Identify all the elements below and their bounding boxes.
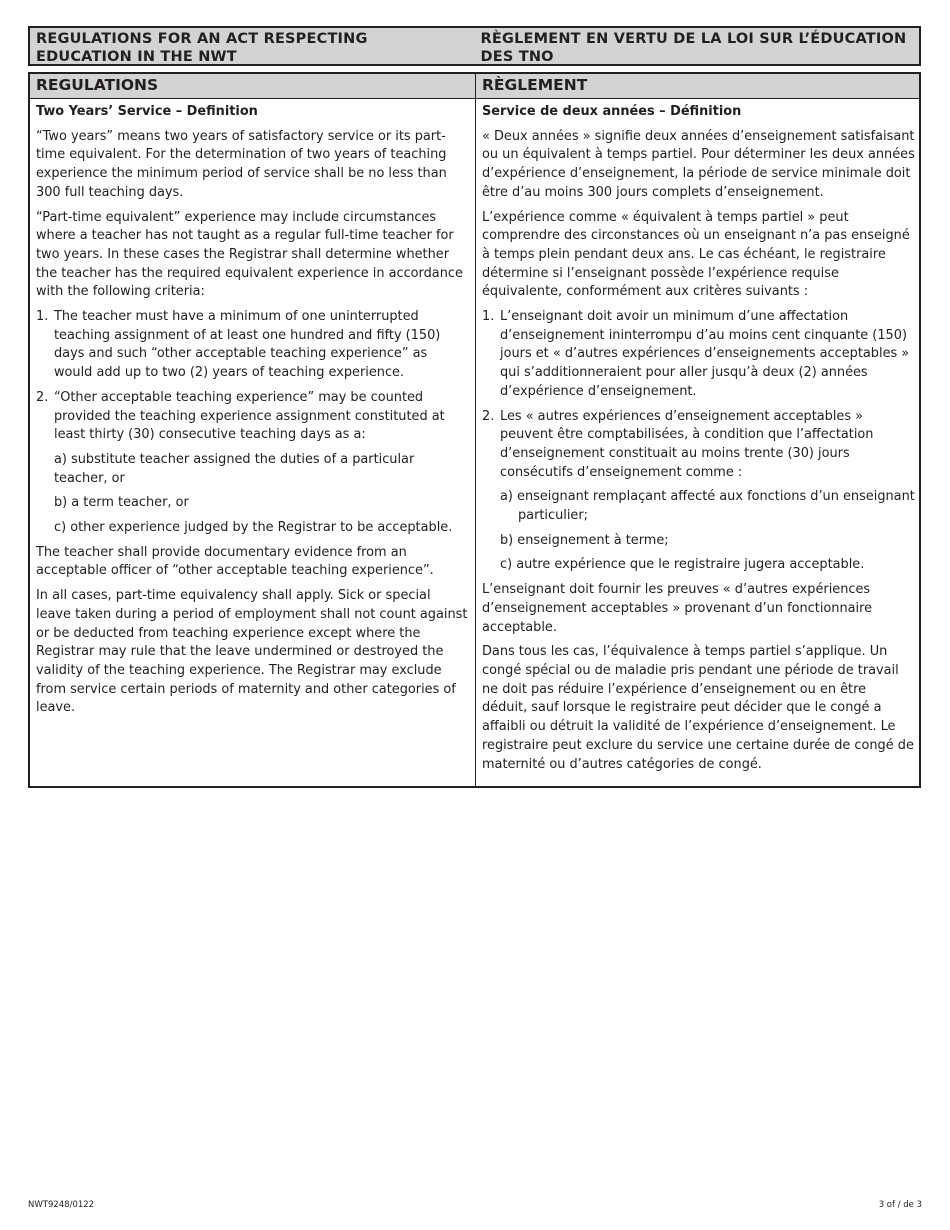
list-number: 1.: [36, 309, 49, 325]
list-number: 1.: [482, 309, 495, 325]
sub-list-item: a) substitute teacher assigned the duties of a particular teacher, or: [54, 451, 415, 486]
regulations-table: [28, 72, 921, 788]
list-number: 2.: [36, 389, 49, 405]
sub-list-item: b) a term teacher, or: [54, 495, 189, 511]
sub-list-item: c) other experience judged by the Registrar to be acceptable.: [54, 520, 453, 536]
paragraph: Dans tous les cas, l’équivalence à temps partiel s’applique. Un congé spécial ou de maladie pris pendant une période de travail ne doit pas réduire l’expérience d’enseignement ou en être déduit, sauf lorsque le registraire peut décider que le congé a affaibli ou détruit la validité de l’expérience d’enseignement. Le registraire peut exclure du service une certaine durée de congé de maternité ou d’autres catégories de congé.: [482, 644, 914, 772]
list-text: The teacher must have a minimum of one uninterrupted teaching assignment of at least one hundred and fifty (150) days and such “other acceptable teaching experience” as would add up to two (2) years of teaching experience.: [54, 309, 441, 381]
list-item: [36, 308, 469, 383]
paragraph: L’expérience comme « équivalent à temps partiel » peut comprendre des circonstances où un enseignant n’a pas enseigné à temps plein pendant deux ans. Le cas échéant, le registraire détermine si l’enseignant possède l’expérience requise équivalente, conformément aux critères suivants :: [482, 209, 910, 300]
list-text: L’enseignant doit avoir un minimum d’une affectation d’enseignement ininterrompu d’au moins cent cinquante (150) jours et « d’autres expériences d’enseignements acceptables » qui s’additionneraient pour aller jusqu’à deux (2) années d’expérience d’enseignement.: [500, 309, 910, 399]
sub-list-item: a) enseignant remplaçant affecté aux fonctions d’un enseignant particulier;: [500, 489, 915, 524]
title-bar: [28, 26, 921, 66]
french-column: [476, 99, 919, 786]
section-heading: Two Years’ Service – Definition: [36, 104, 258, 119]
list-item: [36, 389, 469, 445]
paragraph: L’enseignant doit fournir les preuves « d’autres expériences d’enseignement acceptables » provenant d’un fonctionnaire acceptable.: [482, 582, 873, 635]
list-text: Les « autres expériences d’enseignement acceptables » peuvent être comptabilisées, à condition que l’affectation d’enseignement constituait au moins trente (30) jours consécutifs d’enseignement comme :: [500, 408, 874, 480]
title-english: REGULATIONS FOR AN ACT RESPECTING EDUCATION IN THE NWT: [36, 31, 368, 65]
list-item: [482, 308, 915, 402]
paragraph: “Two years” means two years of satisfactory service or its part-time equivalent. For the determination of two years of teaching experience the minimum period of service shall be no less than 300 full teaching days.: [36, 128, 447, 200]
list-number: 2.: [482, 408, 495, 424]
column-header-french: RÈGLEMENT: [482, 76, 588, 94]
section-heading: Service de deux années – Définition: [482, 104, 742, 119]
column-header-english: REGULATIONS: [30, 74, 476, 98]
english-column: [30, 99, 476, 786]
paragraph: “Part-time equivalent” experience may include circumstances where a teacher has not taught as a regular full-time teacher for two years. In these cases the Registrar shall determine whether the teacher has the required equivalent experience in accordance with the following criteria:: [36, 209, 463, 300]
paragraph: In all cases, part-time equivalency shall apply. Sick or special leave taken during a period of employment shall not count against or be deducted from teaching experience except where the Registrar may rule that the leave undermined or destroyed the validity of the teaching experience. The Registrar may exclude from service certain periods of maternity and other categories of leave.: [36, 588, 468, 716]
list-text: “Other acceptable teaching experience” may be counted provided the teaching experience assignment constituted at least thirty (30) consecutive teaching days as a:: [54, 389, 445, 443]
document-page: [28, 26, 921, 788]
title-french: RÈGLEMENT EN VERTU DE LA LOI SUR L’ÉDUCATION DES TNO: [480, 31, 907, 65]
column-header-row: [30, 74, 919, 99]
form-code: NWT9248/0122: [28, 1200, 95, 1210]
sub-list-item: c) autre expérience que le registraire jugera acceptable.: [500, 557, 865, 573]
page-number: 3 of / de 3: [878, 1200, 922, 1210]
sub-list-item: b) enseignement à terme;: [500, 532, 669, 548]
paragraph: The teacher shall provide documentary evidence from an acceptable officer of “other acceptable teaching experience”.: [36, 544, 434, 579]
paragraph: « Deux années » signifie deux années d’enseignement satisfaisant ou un équivalent à temps partiel. Pour déterminer les deux années d’expérience d’enseignement, la période de service minimale doit être d’au moins 300 jours complets d’enseignement.: [482, 128, 915, 200]
list-item: [482, 408, 915, 483]
content-row: [30, 99, 919, 786]
